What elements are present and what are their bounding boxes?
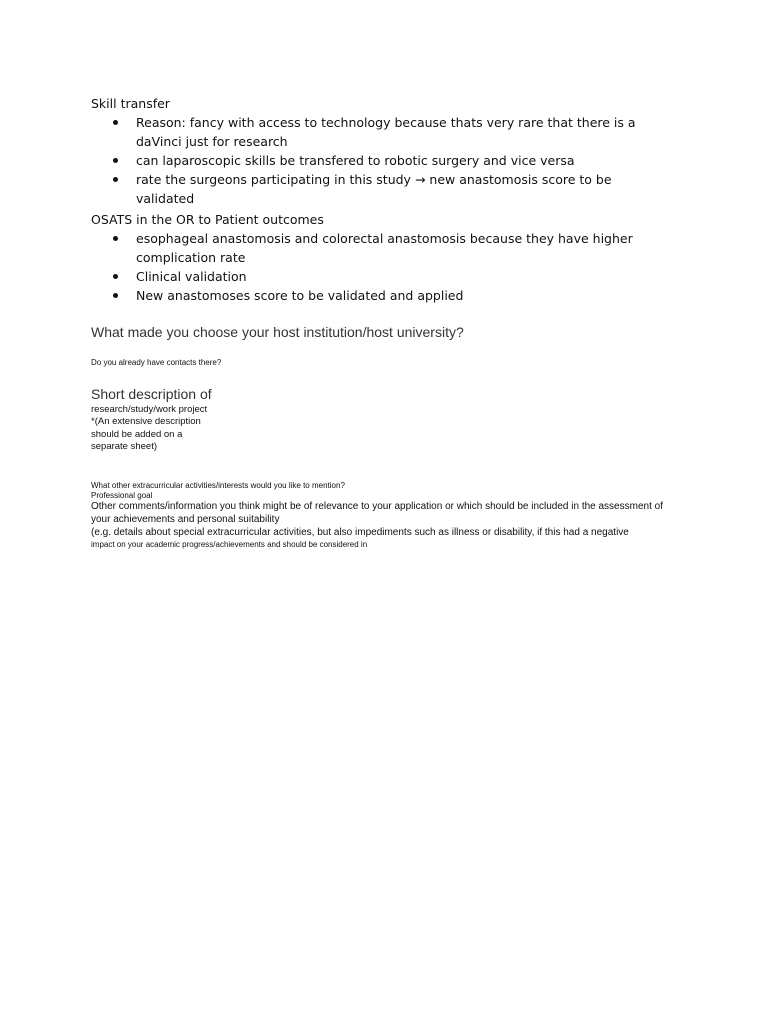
list-item-text: rate the surgeons participating in this study	[136, 172, 411, 187]
other-comments-note: (e.g. details about special extracurricular activities, but also impediments such as illness or disability, if this had a negative	[91, 527, 629, 538]
list-item	[91, 170, 666, 208]
list-item	[91, 286, 666, 305]
contacts-question: Do you already have contacts there?	[91, 358, 222, 367]
list-item	[91, 151, 666, 170]
bullet-icon	[113, 293, 118, 298]
other-comments-note-continued: impact on your academic progress/achievements and should be considered in	[91, 540, 368, 549]
list-item	[91, 229, 666, 267]
extracurricular-question: What other extracurricular activities/interests would you like to mention?	[91, 481, 345, 490]
short-description-body: research/study/work project *(An extensive description should be added on a separate sheet)	[91, 404, 208, 453]
skill-transfer-section	[91, 94, 691, 208]
bullet-icon	[113, 236, 118, 241]
list-item-text: Reason: fancy with access to technology because thats very rare that there is a daVinci just for research	[136, 115, 636, 149]
arrow-icon: →	[414, 172, 430, 187]
list-item-text: New anastomoses score to be validated and applied	[136, 288, 464, 303]
section-heading: Skill transfer	[91, 96, 170, 111]
other-comments-prompt: Other comments/information you think might be of relevance to your application or which should be included in the assessment of your achievements and personal suitability	[91, 501, 663, 525]
host-institution-question: What made you choose your host institution/host university?	[91, 324, 464, 340]
bullet-list	[91, 229, 691, 305]
list-item	[91, 113, 666, 151]
bullet-list	[91, 113, 691, 208]
short-description-title: Short description of	[91, 386, 212, 402]
professional-goal-label: Professional goal	[91, 491, 153, 500]
bullet-icon	[113, 177, 118, 182]
list-item-text: can laparoscopic skills be transfered to robotic surgery and vice versa	[136, 153, 575, 168]
list-item-text: Clinical validation	[136, 269, 247, 284]
bullet-icon	[113, 120, 118, 125]
section-heading: OSATS in the OR to Patient outcomes	[91, 212, 324, 227]
list-item	[91, 267, 666, 286]
bullet-icon	[113, 274, 118, 279]
bullet-icon	[113, 158, 118, 163]
osats-section	[91, 210, 691, 305]
list-item-text: esophageal anastomosis and colorectal anastomosis because they have higher complication rate	[136, 231, 633, 265]
list-item-text: new anastomosis score to be validated	[136, 172, 612, 206]
